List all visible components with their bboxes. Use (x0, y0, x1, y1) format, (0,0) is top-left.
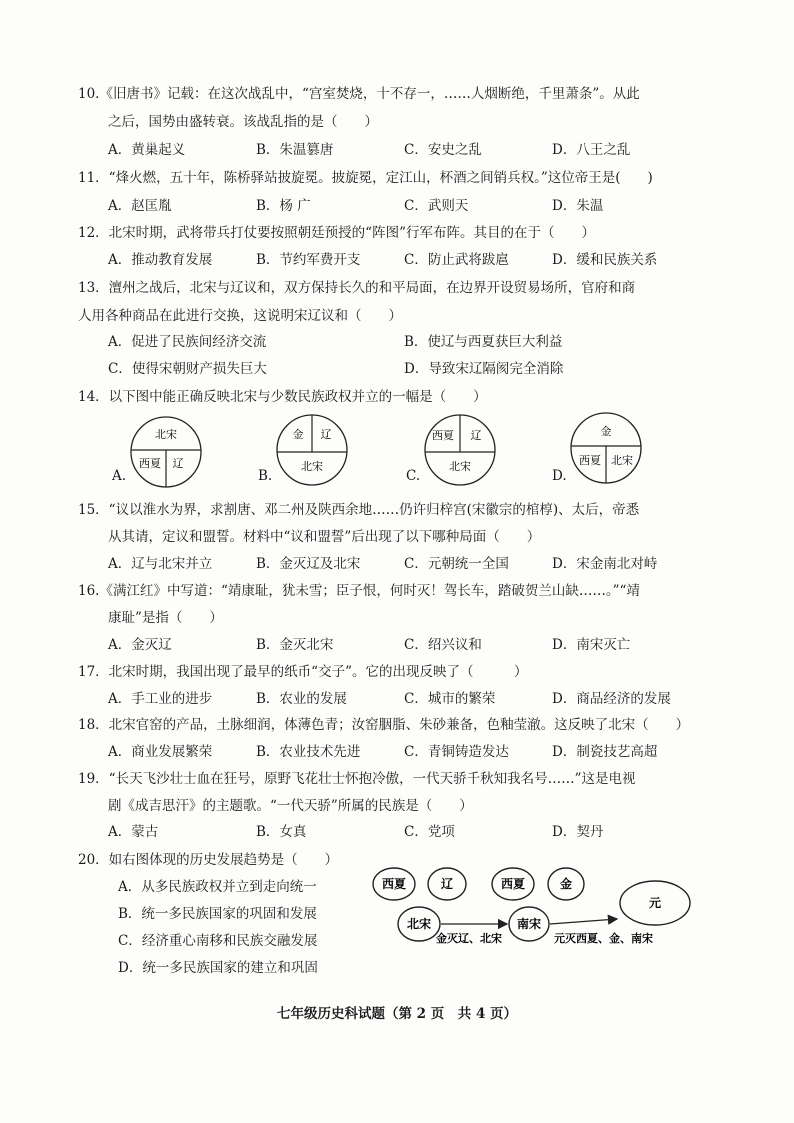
q15-option-a: A．辽与北宋并立 (108, 556, 213, 572)
q19-option-a: A．蒙古 (108, 824, 159, 840)
q18-option-d: D．制瓷技艺高超 (552, 744, 658, 760)
q17-option-c: C．城市的繁荣 (404, 691, 496, 707)
q12-option-d: D．缓和民族关系 (552, 252, 658, 268)
q19-stem-line1: 19．“长天飞沙壮士血在狂号，原野飞花壮士怀抱冷傲，一代天骄千秋知我名号……”这是电视 (78, 771, 636, 787)
q13-option-d: D．导致宋辽隔阂完全消除 (404, 361, 564, 377)
svg-text:辽: 辽 (440, 877, 454, 891)
svg-text:西夏: 西夏 (500, 877, 526, 891)
q17-option-a: A．手工业的进步 (108, 691, 213, 707)
q20-option-c: C．经济重心南移和民族交融发展 (118, 933, 318, 949)
q10-option-d: D．八王之乱 (552, 142, 631, 158)
svg-text:元: 元 (648, 896, 662, 910)
q10-option-c: C．安史之乱 (404, 142, 482, 158)
svg-text:金: 金 (559, 877, 573, 891)
q20-arrow-2 (550, 919, 617, 924)
q20-arrow1-label: 金灭辽、北宋 (436, 932, 502, 945)
q18-option-b: B．农业技术先进 (256, 744, 361, 760)
q18-stem: 18．北宋官窑的产品，土脉细润，体薄色青；汝窑胭脂、朱砂兼备，色釉莹澈。这反映了北宋（ ） (78, 717, 690, 733)
q11-option-d: D．朱温 (552, 198, 604, 214)
page-footer: 七年级历史科试题（第 2 页 共 4 页） (276, 1006, 518, 1022)
q14-label-c: C. (406, 468, 421, 484)
q14-circle-c (422, 412, 498, 488)
q17-option-b: B．农业的发展 (256, 691, 347, 707)
q15-option-c: C．元朝统一全国 (404, 556, 509, 572)
q17-stem: 17．北宋时期，我国出现了最早的纸币“交子”。它的出现反映了（ ） (78, 664, 528, 680)
q13-stem-line2: 人用各种商品在此进行交换，这说明宋辽议和（ ） (78, 308, 402, 324)
q12-option-a: A．推动教育发展 (108, 252, 213, 268)
q14-label-a: A. (112, 468, 127, 484)
q14-a-label-liao: 辽 (172, 457, 184, 470)
q19-option-b: B．女真 (256, 824, 307, 840)
q12-option-b: B．节约军费开支 (256, 252, 361, 268)
svg-text:西夏: 西夏 (381, 877, 407, 891)
q14-d-label-beisong: 北宋 (611, 454, 633, 467)
svg-text:北宋: 北宋 (406, 917, 432, 931)
q14-b-label-liao: 辽 (320, 428, 332, 441)
q11-option-b: B．杨 广 (256, 198, 311, 214)
q18-option-c: C．青铜铸造发达 (404, 744, 509, 760)
q14-label-d: D. (552, 468, 567, 484)
q13-option-b: B．使辽与西夏获巨大利益 (404, 334, 563, 350)
q18-option-a: A．商业发展繁荣 (108, 744, 213, 760)
q20-arrow2-label: 元灭西夏、金、南宋 (554, 932, 653, 945)
q16-stem-line1: 16.《满江红》中写道：“靖康耻，犹未雪；臣子恨，何时灭！驾长车，踏破贺兰山缺……。”“靖 (78, 583, 640, 599)
q11-stem: 11．“烽火燃，五十年，陈桥驿站披旋冕。披旋冕，定江山，杯酒之间销兵权。”这位帝王是( ) (78, 170, 653, 186)
q15-stem-line1: 15．“议以淮水为界，求割唐、邓二州及陕西余地……仍许归梓宫(宋徽宗的棺椁)、太后，帝悉 (78, 502, 640, 518)
q14-a-label-xixia: 西夏 (139, 457, 161, 470)
q14-d-label-jin: 金 (600, 425, 612, 438)
q14-c-label-liao: 辽 (470, 429, 482, 442)
q20-option-d: D．统一多民族国家的建立和巩固 (118, 960, 318, 976)
q14-a-label-beisong: 北宋 (155, 428, 177, 441)
q15-stem-line2: 从其请，定议和盟誓。材料中“议和盟誓”后出现了以下哪种局面（ ） (108, 529, 541, 545)
q16-option-b: B．金灭北宋 (256, 637, 334, 653)
q14-d-label-xixia: 西夏 (579, 454, 601, 467)
q11-option-c: C．武则天 (404, 198, 469, 214)
q19-option-d: D．契丹 (552, 824, 604, 840)
q19-option-c: C．党项 (404, 824, 455, 840)
q14-circle-d (568, 410, 644, 486)
q20-stem: 20．如右图体现的历史发展趋势是（ ） (78, 852, 339, 868)
q15-option-b: B．金灭辽及北宋 (256, 556, 361, 572)
q13-option-c: C．使得宋朝财产损失巨大 (108, 361, 267, 377)
q10-stem-line1: 10.《旧唐书》记载：在这次战乱中，“宫室焚烧，十不存一，……人烟断绝，千里萧条”。从此 (78, 86, 640, 102)
q11-option-a: A．赵匡胤 (108, 198, 172, 214)
q14-c-label-beisong: 北宋 (449, 460, 471, 473)
q14-b-label-jin: 金 (292, 428, 304, 441)
q10-option-b: B．朱温篡唐 (256, 142, 334, 158)
q14-circle-b (274, 412, 350, 488)
q10-option-a: A．黄巢起义 (108, 142, 186, 158)
q16-stem-line2: 康耻”是指（ ） (108, 610, 223, 626)
svg-text:南宋: 南宋 (516, 917, 542, 931)
q20-history-trend-diagram (370, 862, 700, 954)
q14-b-label-beisong: 北宋 (301, 460, 323, 473)
q17-option-d: D．商品经济的发展 (552, 691, 671, 707)
q10-stem-line2: 之后，国势由盛转衰。该战乱指的是（ ） (108, 114, 378, 130)
q14-c-label-xixia: 西夏 (432, 429, 454, 442)
q19-stem-line2: 剧《成吉思汗》的主题歌。“一代天骄”所属的民族是（ ） (108, 798, 473, 814)
q20-option-a: A．从多民族政权并立到走向统一 (118, 879, 317, 895)
q13-option-a: A．促进了民族间经济交流 (108, 334, 267, 350)
q14-stem: 14．以下图中能正确反映北宋与少数民族政权并立的一幅是（ ） (78, 389, 487, 405)
q14-circle-a (128, 414, 204, 490)
q12-stem: 12．北宋时期，武将带兵打仗要按照朝廷预授的“阵图”行军布阵。其目的在于（ ） (78, 225, 595, 241)
q16-option-a: A．金灭辽 (108, 637, 172, 653)
q16-option-c: C．绍兴议和 (404, 637, 482, 653)
q15-option-d: D．宋金南北对峙 (552, 556, 658, 572)
q20-option-b: B．统一多民族国家的巩固和发展 (118, 906, 317, 922)
q13-stem-line1: 13．澶州之战后，北宋与辽议和，双方保持长久的和平局面，在边界开设贸易场所，官府和商 (78, 280, 636, 296)
q12-option-c: C．防止武将跋扈 (404, 252, 509, 268)
q14-label-b: B. (258, 468, 273, 484)
q16-option-d: D．南宋灭亡 (552, 637, 631, 653)
